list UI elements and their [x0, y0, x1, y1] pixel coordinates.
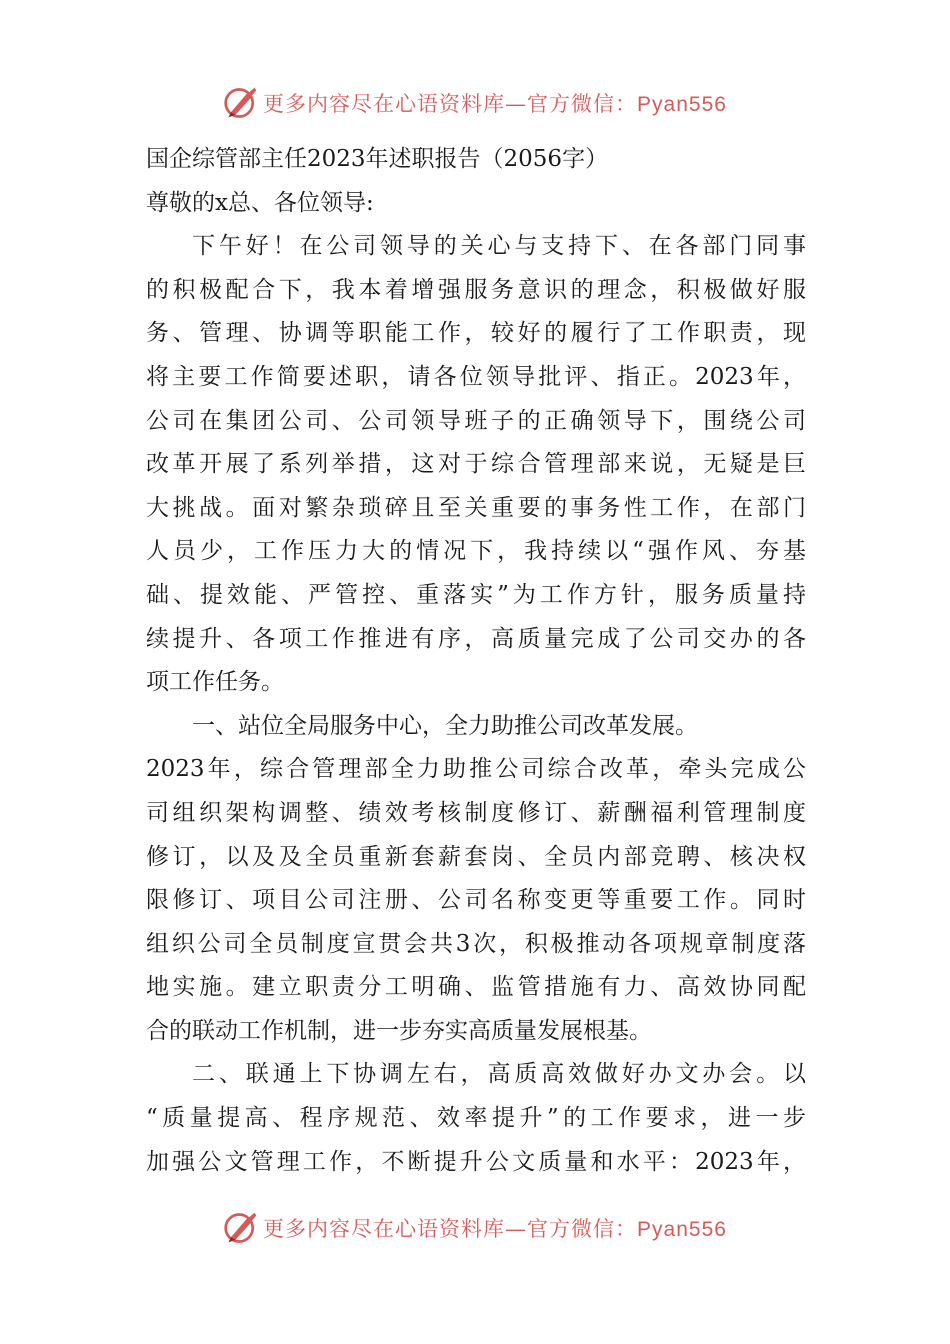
body-line: 下午好！在公司领导的关心与支持下、在各部门同事	[192, 233, 806, 260]
body-line: 将主要工作简要述职，请各位领导批评、指正。2023年，	[146, 363, 806, 390]
banner-text: 更多内容尽在心语资料库	[263, 92, 506, 116]
body-line: 大挑战。面对繁杂琐碎且至关重要的事务性工作，在部门	[146, 494, 806, 521]
banner-text-group	[263, 1213, 727, 1243]
body-line: 础、提效能、严管控、重落实”为工作方针，服务质量持	[146, 581, 806, 608]
body-line: 务、管理、协调等职能工作，较好的履行了工作职责，现	[146, 320, 806, 347]
banner-dash: —	[505, 1217, 528, 1241]
document-title: 国企综管部主任2023年述职报告（2056字）	[146, 146, 609, 172]
banner-dash: —	[505, 92, 528, 116]
pen-logo-icon	[223, 85, 259, 121]
banner-text-group	[263, 88, 727, 118]
body-line: 组织公司全员制度宣贯会共3次，积极推动各项规章制度落	[146, 930, 806, 957]
banner-wechat-label: 官方微信：	[527, 92, 638, 116]
body-line: 地实施。建立职责分工明确、监管措施有力、高效协同配	[146, 974, 806, 1001]
header-watermark-banner	[0, 83, 950, 123]
body-line: 人员少，工作压力大的情况下，我持续以“强作风、夯基	[146, 538, 806, 565]
banner-text: 更多内容尽在心语资料库	[263, 1217, 506, 1241]
body-line: 公司在集团公司、公司领导班子的正确领导下，围绕公司	[146, 407, 806, 434]
body-line: 续提升、各项工作推进有序，高质量完成了公司交办的各	[146, 625, 806, 652]
body-line: 项工作任务。	[146, 669, 284, 696]
body-line: “质量提高、程序规范、效率提升”的工作要求，进一步	[146, 1105, 806, 1132]
body-line: 加强公文管理工作，不断提升公文质量和水平：2023年，	[146, 1148, 806, 1175]
body-line: 限修订、项目公司注册、公司名称变更等重要工作。同时	[146, 887, 806, 914]
pen-logo-icon	[223, 1210, 259, 1246]
body-line: 合的联动工作机制，进一步夯实高质量发展根基。	[146, 1017, 652, 1044]
section-heading: 一、站位全局服务中心，全力助推公司改革发展。	[192, 712, 698, 739]
footer-watermark-banner	[0, 1208, 950, 1248]
banner-wechat-label: 官方微信：	[527, 1217, 638, 1241]
section-heading: 二、联通上下协调左右，高质高效做好办文办会。以	[192, 1061, 806, 1088]
body-line: 的积极配合下，我本着增强服务意识的理念，积极做好服	[146, 276, 806, 303]
body-line: 改革开展了系列举措，这对于综合管理部来说，无疑是巨	[146, 451, 806, 478]
body-line: 司组织架构调整、绩效考核制度修订、薪酬福利管理制度	[146, 799, 806, 826]
banner-account: Pyan556	[637, 1218, 727, 1241]
document-body	[146, 138, 806, 1184]
banner-account: Pyan556	[637, 93, 727, 116]
body-line: 修订，以及及全员重新套薪套岗、全员内部竞聘、核决权	[146, 843, 806, 870]
salutation: 尊敬的x总、各位领导:	[146, 189, 374, 216]
body-line: 2023年，综合管理部全力助推公司综合改革，牵头完成公	[146, 756, 806, 783]
